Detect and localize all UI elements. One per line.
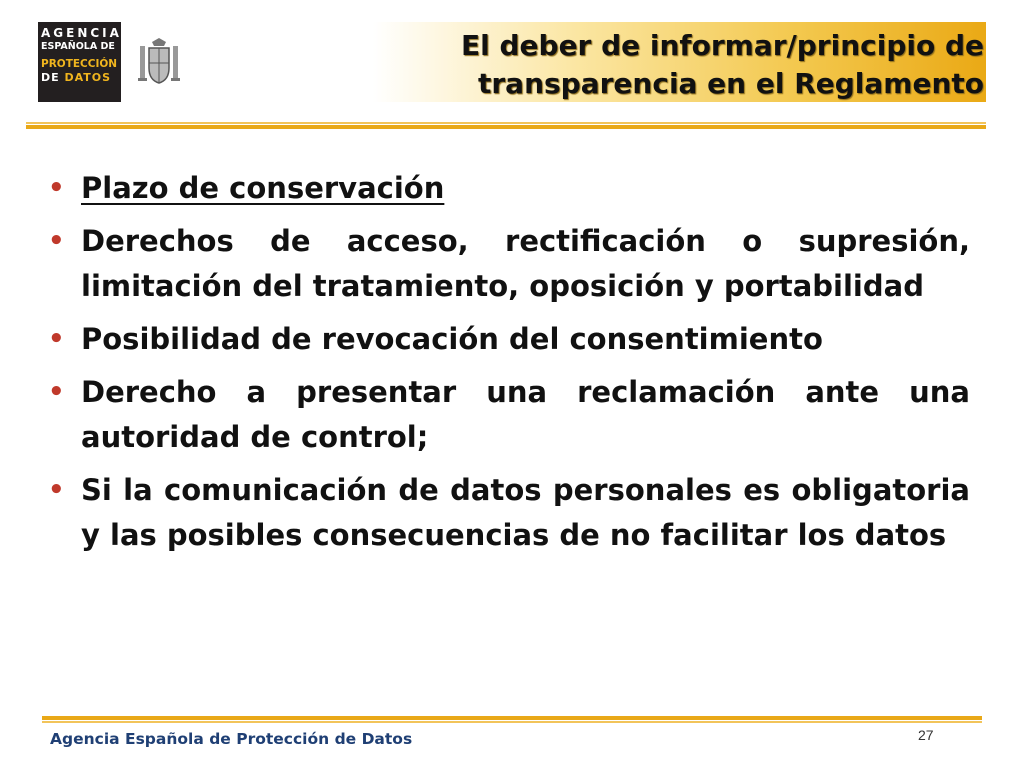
bullet-item [48,317,970,362]
header-divider-thin [26,122,986,124]
bullet-item [48,468,970,558]
bullet-item [48,219,970,309]
bullet-dot-icon: • [48,324,65,354]
slide-title [384,27,984,103]
header-divider [26,125,986,129]
bullet-item [48,370,970,460]
coat-of-arms-icon [136,36,182,86]
logo-line-4-a: DE [41,71,60,84]
bullet-dot-icon: • [48,173,65,203]
logo-line-2: ESPAÑOLA DE [41,41,115,52]
page-number: 27 [918,727,934,743]
bullet-text: Derechos de acceso, rectificación o supresión, limitación del tratamiento, oposición y portabilidad [81,224,970,303]
bullet-text: Posibilidad de revocación del consentimiento [81,322,823,356]
bullet-text: Si la comunicación de datos personales es obligatoria y las posibles consecuencias de no facilitar los datos [81,473,970,552]
bullet-item [48,166,970,211]
bullet-text: Plazo de conservación [81,171,445,205]
bullet-dot-icon: • [48,226,65,256]
logo-line-4 [41,71,121,85]
agency-logo [38,22,121,102]
logo-line-4-b: DATOS [64,71,112,84]
footer-organization: Agencia Española de Protección de Datos [50,730,413,748]
slide-title-line-2: transparencia en el Reglamento [477,67,984,100]
footer-divider-thin [42,721,982,723]
footer-divider [42,716,982,720]
logo-line-1: AGENCIA [41,26,122,40]
bullet-dot-icon: • [48,475,65,505]
slide-title-line-1: El deber de informar/principio de [461,29,984,62]
bullet-dot-icon: • [48,377,65,407]
bullet-list [48,166,970,566]
logo-line-3: PROTECCIÓN [41,58,118,70]
bullet-text: Derecho a presentar una reclamación ante una autoridad de control; [81,375,970,454]
